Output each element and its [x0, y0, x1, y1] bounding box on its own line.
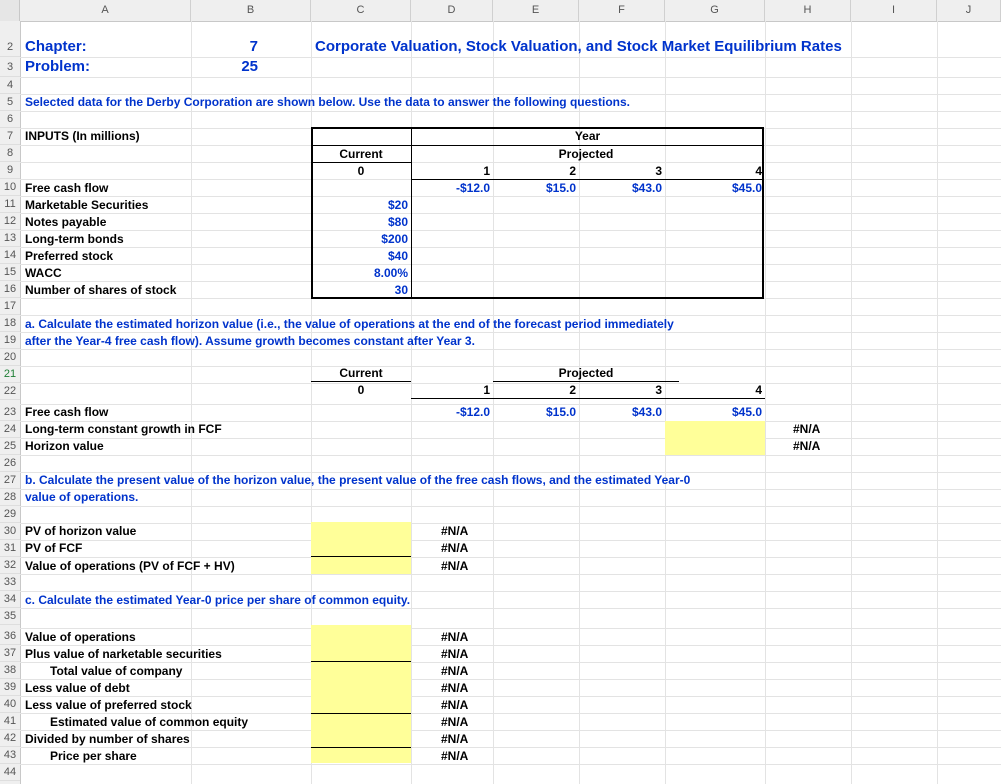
growth-horizon-answer-cells[interactable]: [665, 421, 765, 455]
plus-marketable-securities-label[interactable]: Plus value of narketable securities: [25, 647, 222, 661]
notes-payable-value[interactable]: $80: [387, 215, 408, 229]
row-header-30[interactable]: 30: [0, 523, 20, 540]
row-header-10[interactable]: 10: [0, 179, 20, 196]
notes-payable-label[interactable]: Notes payable: [25, 215, 107, 229]
row-header-6[interactable]: 6: [0, 111, 20, 128]
year-4[interactable]: 4: [755, 164, 762, 178]
price-per-share-label[interactable]: Price per share: [50, 749, 137, 763]
c-value-of-operations-value[interactable]: #N/A: [441, 630, 469, 644]
row-header-29[interactable]: 29: [0, 506, 20, 523]
fcf-year-4[interactable]: $45.0: [731, 181, 762, 195]
shares-label[interactable]: Number of shares of stock: [25, 283, 177, 297]
part-c-rule-3: [311, 747, 411, 748]
row-header-37[interactable]: 37: [0, 645, 20, 662]
row-header-44[interactable]: 44: [0, 764, 20, 781]
gridline: [20, 764, 1001, 765]
horizon-label[interactable]: Horizon value: [25, 439, 104, 453]
c-value-of-operations-label[interactable]: Value of operations: [25, 630, 136, 644]
pv-fcf-label[interactable]: PV of FCF: [25, 541, 83, 555]
less-debt-value[interactable]: #N/A: [441, 681, 469, 695]
row-header-32[interactable]: 32: [0, 557, 20, 574]
year-0[interactable]: 0: [357, 164, 365, 178]
part-c-answer-cells[interactable]: [311, 625, 411, 763]
row-header-34[interactable]: 34: [0, 591, 20, 608]
gridline: [20, 628, 1001, 629]
gridline: [20, 489, 1001, 490]
gridline: [20, 438, 1001, 439]
gridline: [20, 608, 1001, 609]
part-b-answer-cells[interactable]: [311, 522, 411, 574]
total-value-value[interactable]: #N/A: [441, 664, 469, 678]
chapter-value[interactable]: 7: [249, 38, 258, 55]
gridline: [765, 21, 766, 784]
divided-by-shares-label[interactable]: Divided by number of shares: [25, 732, 190, 746]
column-header-b[interactable]: B: [191, 0, 311, 21]
gridline: [20, 349, 1001, 350]
intro-text[interactable]: Selected data for the Derby Corporation are shown below. Use the data to answer the following questions.: [25, 95, 630, 109]
price-per-share-value[interactable]: #N/A: [441, 749, 469, 763]
part-a-question-line-1[interactable]: a. Calculate the estimated horizon value (i.e., the value of operations at the end of the forecast period immediately: [25, 317, 674, 331]
problem-label[interactable]: Problem:: [25, 58, 91, 75]
pv-horizon-label[interactable]: PV of horizon value: [25, 524, 137, 538]
row-header-12[interactable]: 12: [0, 213, 20, 230]
column-header-j[interactable]: J: [937, 0, 1001, 21]
gridline: [20, 574, 1001, 575]
gridline: [20, 679, 1001, 680]
row-header-26[interactable]: 26: [0, 455, 20, 472]
part-b-question-line-2[interactable]: value of operations.: [25, 490, 139, 504]
pv-fcf-value[interactable]: #N/A: [441, 541, 469, 555]
pv-horizon-value[interactable]: #N/A: [441, 524, 469, 538]
gridline: [20, 747, 1001, 748]
row-header-36[interactable]: 36: [0, 628, 20, 645]
projected-label[interactable]: Projected: [558, 147, 614, 161]
part-a-years-rule: [411, 398, 765, 399]
row-header-43[interactable]: 43: [0, 747, 20, 764]
row-header-20[interactable]: 20: [0, 349, 20, 366]
row-header-15[interactable]: 15: [0, 264, 20, 281]
column-header-e[interactable]: E: [493, 0, 579, 21]
fcf-year-1[interactable]: -$12.0: [455, 181, 490, 195]
part-b-sum-rule: [311, 556, 411, 557]
year-label[interactable]: Year: [574, 129, 601, 143]
column-header-h[interactable]: H: [765, 0, 851, 21]
marketable-securities-value[interactable]: $20: [387, 198, 408, 212]
year-3[interactable]: 3: [655, 164, 662, 178]
common-equity-label[interactable]: Estimated value of common equity: [50, 715, 249, 729]
row-header-23[interactable]: 23: [0, 404, 20, 421]
inputs-label[interactable]: INPUTS (In millions): [25, 129, 140, 143]
gridline: [20, 540, 1001, 541]
row-header-7[interactable]: 7: [0, 128, 20, 145]
row-header-25[interactable]: 25: [0, 438, 20, 455]
part-a-year-2[interactable]: 2: [569, 383, 576, 397]
part-a-fcf-year-2[interactable]: $15.0: [545, 405, 576, 419]
column-header-f[interactable]: F: [579, 0, 665, 21]
value-of-operations-value[interactable]: #N/A: [441, 559, 469, 573]
fcf-year-2[interactable]: $15.0: [545, 181, 576, 195]
row-header-5[interactable]: 5: [0, 94, 20, 111]
gridline: [20, 111, 1001, 112]
row-header-9[interactable]: 9: [0, 162, 20, 179]
part-c-question[interactable]: c. Calculate the estimated Year-0 price per share of common equity.: [25, 593, 411, 607]
row-header-41[interactable]: 41: [0, 713, 20, 730]
gridline: [851, 21, 852, 784]
part-a-fcf-year-3[interactable]: $43.0: [631, 405, 662, 419]
horizon-value[interactable]: #N/A: [793, 439, 821, 453]
row-header-16[interactable]: 16: [0, 281, 20, 298]
row-header-22[interactable]: 22: [0, 383, 20, 400]
part-a-fcf-year-1[interactable]: -$12.0: [455, 405, 490, 419]
marketable-securities-label[interactable]: Marketable Securities: [25, 198, 149, 212]
row-header-17[interactable]: 17: [0, 298, 20, 315]
row-header-bar: [0, 21, 21, 784]
row-header-40[interactable]: 40: [0, 696, 20, 713]
growth-value[interactable]: #N/A: [793, 422, 821, 436]
row-header-2[interactable]: 2: [0, 37, 20, 57]
less-preferred-label[interactable]: Less value of preferred stock: [25, 698, 192, 712]
column-header-bar: [0, 0, 1001, 22]
row-header-4[interactable]: 4: [0, 77, 20, 94]
row-header-8[interactable]: 8: [0, 145, 20, 162]
problem-value[interactable]: 25: [241, 58, 258, 75]
row-header-42[interactable]: 42: [0, 730, 20, 747]
current-label[interactable]: Current: [339, 147, 383, 161]
row-header-27[interactable]: 27: [0, 472, 20, 489]
row-header-3[interactable]: 3: [0, 57, 20, 77]
row-header-21[interactable]: 21: [0, 366, 20, 383]
gridline: [20, 57, 1001, 58]
column-header-a[interactable]: A: [20, 0, 191, 21]
row-header-28[interactable]: 28: [0, 489, 20, 506]
wacc-value[interactable]: 8.00%: [373, 266, 408, 280]
less-preferred-value[interactable]: #N/A: [441, 698, 469, 712]
part-a-question-line-2[interactable]: after the Year-4 free cash flow). Assume growth becomes constant after Year 3.: [25, 334, 475, 348]
row-header-24[interactable]: 24: [0, 421, 20, 438]
column-header-d[interactable]: D: [411, 0, 493, 21]
row-header-31[interactable]: 31: [0, 540, 20, 557]
gridline: [937, 21, 938, 784]
wacc-label[interactable]: WACC: [25, 266, 62, 280]
part-a-projected-label[interactable]: Projected: [558, 366, 614, 380]
long-term-bonds-label[interactable]: Long-term bonds: [25, 232, 124, 246]
row-header-38[interactable]: 38: [0, 662, 20, 679]
column-header-c[interactable]: C: [311, 0, 411, 21]
year-2[interactable]: 2: [569, 164, 576, 178]
divided-by-shares-value[interactable]: #N/A: [441, 732, 469, 746]
fcf-label[interactable]: Free cash flow: [25, 181, 109, 195]
gridline: [20, 523, 1001, 524]
column-header-i[interactable]: I: [851, 0, 937, 21]
part-c-rule-1: [311, 661, 411, 662]
gridline: [20, 77, 1001, 78]
row-header-11[interactable]: 11: [0, 196, 20, 213]
part-a-year-1[interactable]: 1: [483, 383, 490, 397]
gridline: [20, 506, 1001, 507]
chapter-label[interactable]: Chapter:: [25, 38, 87, 55]
row-header-18[interactable]: 18: [0, 315, 20, 332]
long-term-bonds-value[interactable]: $200: [381, 232, 408, 246]
inputs-divider: [411, 127, 412, 299]
row-header-39[interactable]: 39: [0, 679, 20, 696]
plus-marketable-securities-value[interactable]: #N/A: [441, 647, 469, 661]
row-header-14[interactable]: 14: [0, 247, 20, 264]
select-all-corner[interactable]: [0, 0, 20, 21]
fcf-year-3[interactable]: $43.0: [631, 181, 662, 195]
part-b-question-line-1[interactable]: b. Calculate the present value of the horizon value, the present value of the free cash flows, and the estimated Year-0: [25, 473, 691, 487]
value-of-operations-label[interactable]: Value of operations (PV of FCF + HV): [25, 559, 235, 573]
part-a-year-4[interactable]: 4: [755, 383, 762, 397]
row-header-19[interactable]: 19: [0, 332, 20, 349]
part-a-year-0[interactable]: 0: [357, 383, 365, 397]
total-value-label[interactable]: Total value of company: [50, 664, 183, 678]
part-a-fcf-label[interactable]: Free cash flow: [25, 405, 109, 419]
gridline: [191, 21, 192, 784]
gridline: [20, 455, 1001, 456]
part-a-year-3[interactable]: 3: [655, 383, 662, 397]
less-debt-label[interactable]: Less value of debt: [25, 681, 130, 695]
year-1[interactable]: 1: [483, 164, 490, 178]
part-a-current-label[interactable]: Current: [339, 366, 383, 380]
growth-label[interactable]: Long-term constant growth in FCF: [25, 422, 222, 436]
shares-value[interactable]: 30: [394, 283, 408, 297]
sheet-title[interactable]: Corporate Valuation, Stock Valuation, and Stock Market Equilibrium Rates: [315, 38, 842, 55]
part-c-rule-2: [311, 713, 411, 714]
row-header-35[interactable]: 35: [0, 608, 20, 625]
column-header-g[interactable]: G: [665, 0, 765, 21]
preferred-stock-value[interactable]: $40: [387, 249, 408, 263]
common-equity-value[interactable]: #N/A: [441, 715, 469, 729]
row-header-33[interactable]: 33: [0, 574, 20, 591]
row-header-13[interactable]: 13: [0, 230, 20, 247]
part-a-fcf-year-4[interactable]: $45.0: [731, 405, 762, 419]
preferred-stock-label[interactable]: Preferred stock: [25, 249, 114, 263]
